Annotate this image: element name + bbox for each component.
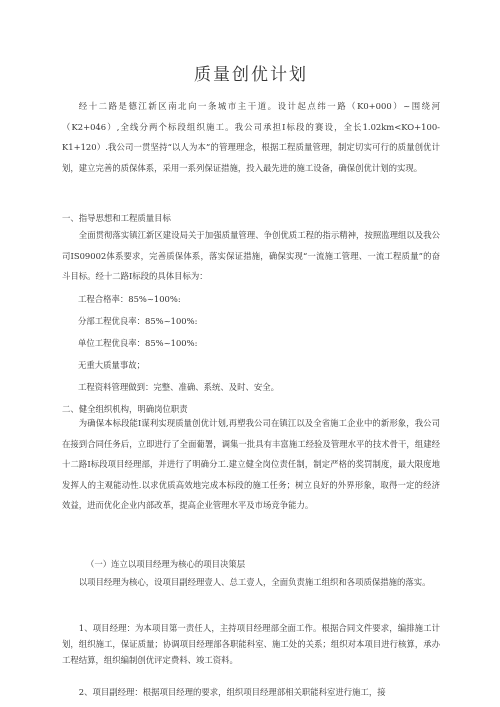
- section2-heading: 二、健全组织机构，明确岗位职责: [62, 404, 188, 414]
- target-item: 单位工程优良率：85%~100%:: [78, 338, 198, 348]
- document-title: 质量创优计划: [194, 65, 308, 85]
- subsection1-paragraph: 以项目经理为核心，设项目副经理壹人、总工壹人，全面负责施工组织和各项质保措施的落实。: [78, 577, 431, 587]
- section1-heading: 一、指导思想和工程质量目标: [62, 213, 171, 223]
- target-item: 无重大质量事故；: [78, 360, 145, 370]
- item2-paragraph: 2、项目副经理：根据项目经理的要求，组织项目经理部相关职能科室进行施工，接: [78, 687, 386, 697]
- item1-paragraph: 1、项目经理：为本项目第一责任人，主持项目经理部全面工作。根据合同文件要求，编排施工计划，组织施工，保证质量；协调项目经理部各职能科室、施工处的关系；组织对本项目进行核算，承办工程结算，组织编制创优评定费料、竣工资料。: [62, 623, 440, 665]
- section2-paragraph: 为确保本标段能Ⅰ谋利实现质量创优计划,再塑我公司在镇江以及全省施工企业中的新形象，我公司在接到合同任务后，立即进行了全面葡署，调集一批具有丰富施工经验及管理水平的技术骨干，组建经十二路Ⅰ标段项目经理部，并进行了明确分工.建立健全岗位责任制，制定严格的奖罚制度，最大限度地发挥人的主观能动性.以求优质高效地完成本标段的施工任务；树立良好的外界形象，取得一定的经济效益，进而优化企业内部改革，提高企业管理水平及市场竞争能力。: [62, 418, 440, 510]
- target-item: 分部工程优良率：85%~100%:: [78, 316, 198, 326]
- intro-paragraph: 经十二路是德江新区南北向一条城市主干道。设计起点纬一路（K0+000）~围绕河（K2+046）,全线分两个标段组织施工。我公司承担Ⅰ标段的赛设，全长1.02km<KO+100-K1+120）.我公司一贯坚持“以人为本”的管理理念，根据工程质量管理，制定切实可行的质量创优计划，建立完善的质保体系，采用一系列保证措施，投入最先进的施工设备，确保创优计划的实现。: [62, 101, 440, 173]
- section1-paragraph: 全面贯彻落实镇江新区建设局关于加强质量管理、争创优质工程的指示精神，按照监理组以及我公司IS09002体系要求，完善质保体系，落实保证措施，确保实现“一流施工管理、一流工程质量”的奋斗目标。经十二路Ⅰ标段的具体目标为：: [62, 230, 440, 281]
- document-page: [62, 0, 440, 707]
- target-item: 工程资料管理做到：完整、准确、系统、及时、安全。: [78, 382, 279, 392]
- subsection1-heading: （一）连立以项目经理为核心的项目决策层: [86, 559, 246, 569]
- target-item: 工程合格率：85%~100%:: [78, 294, 181, 304]
